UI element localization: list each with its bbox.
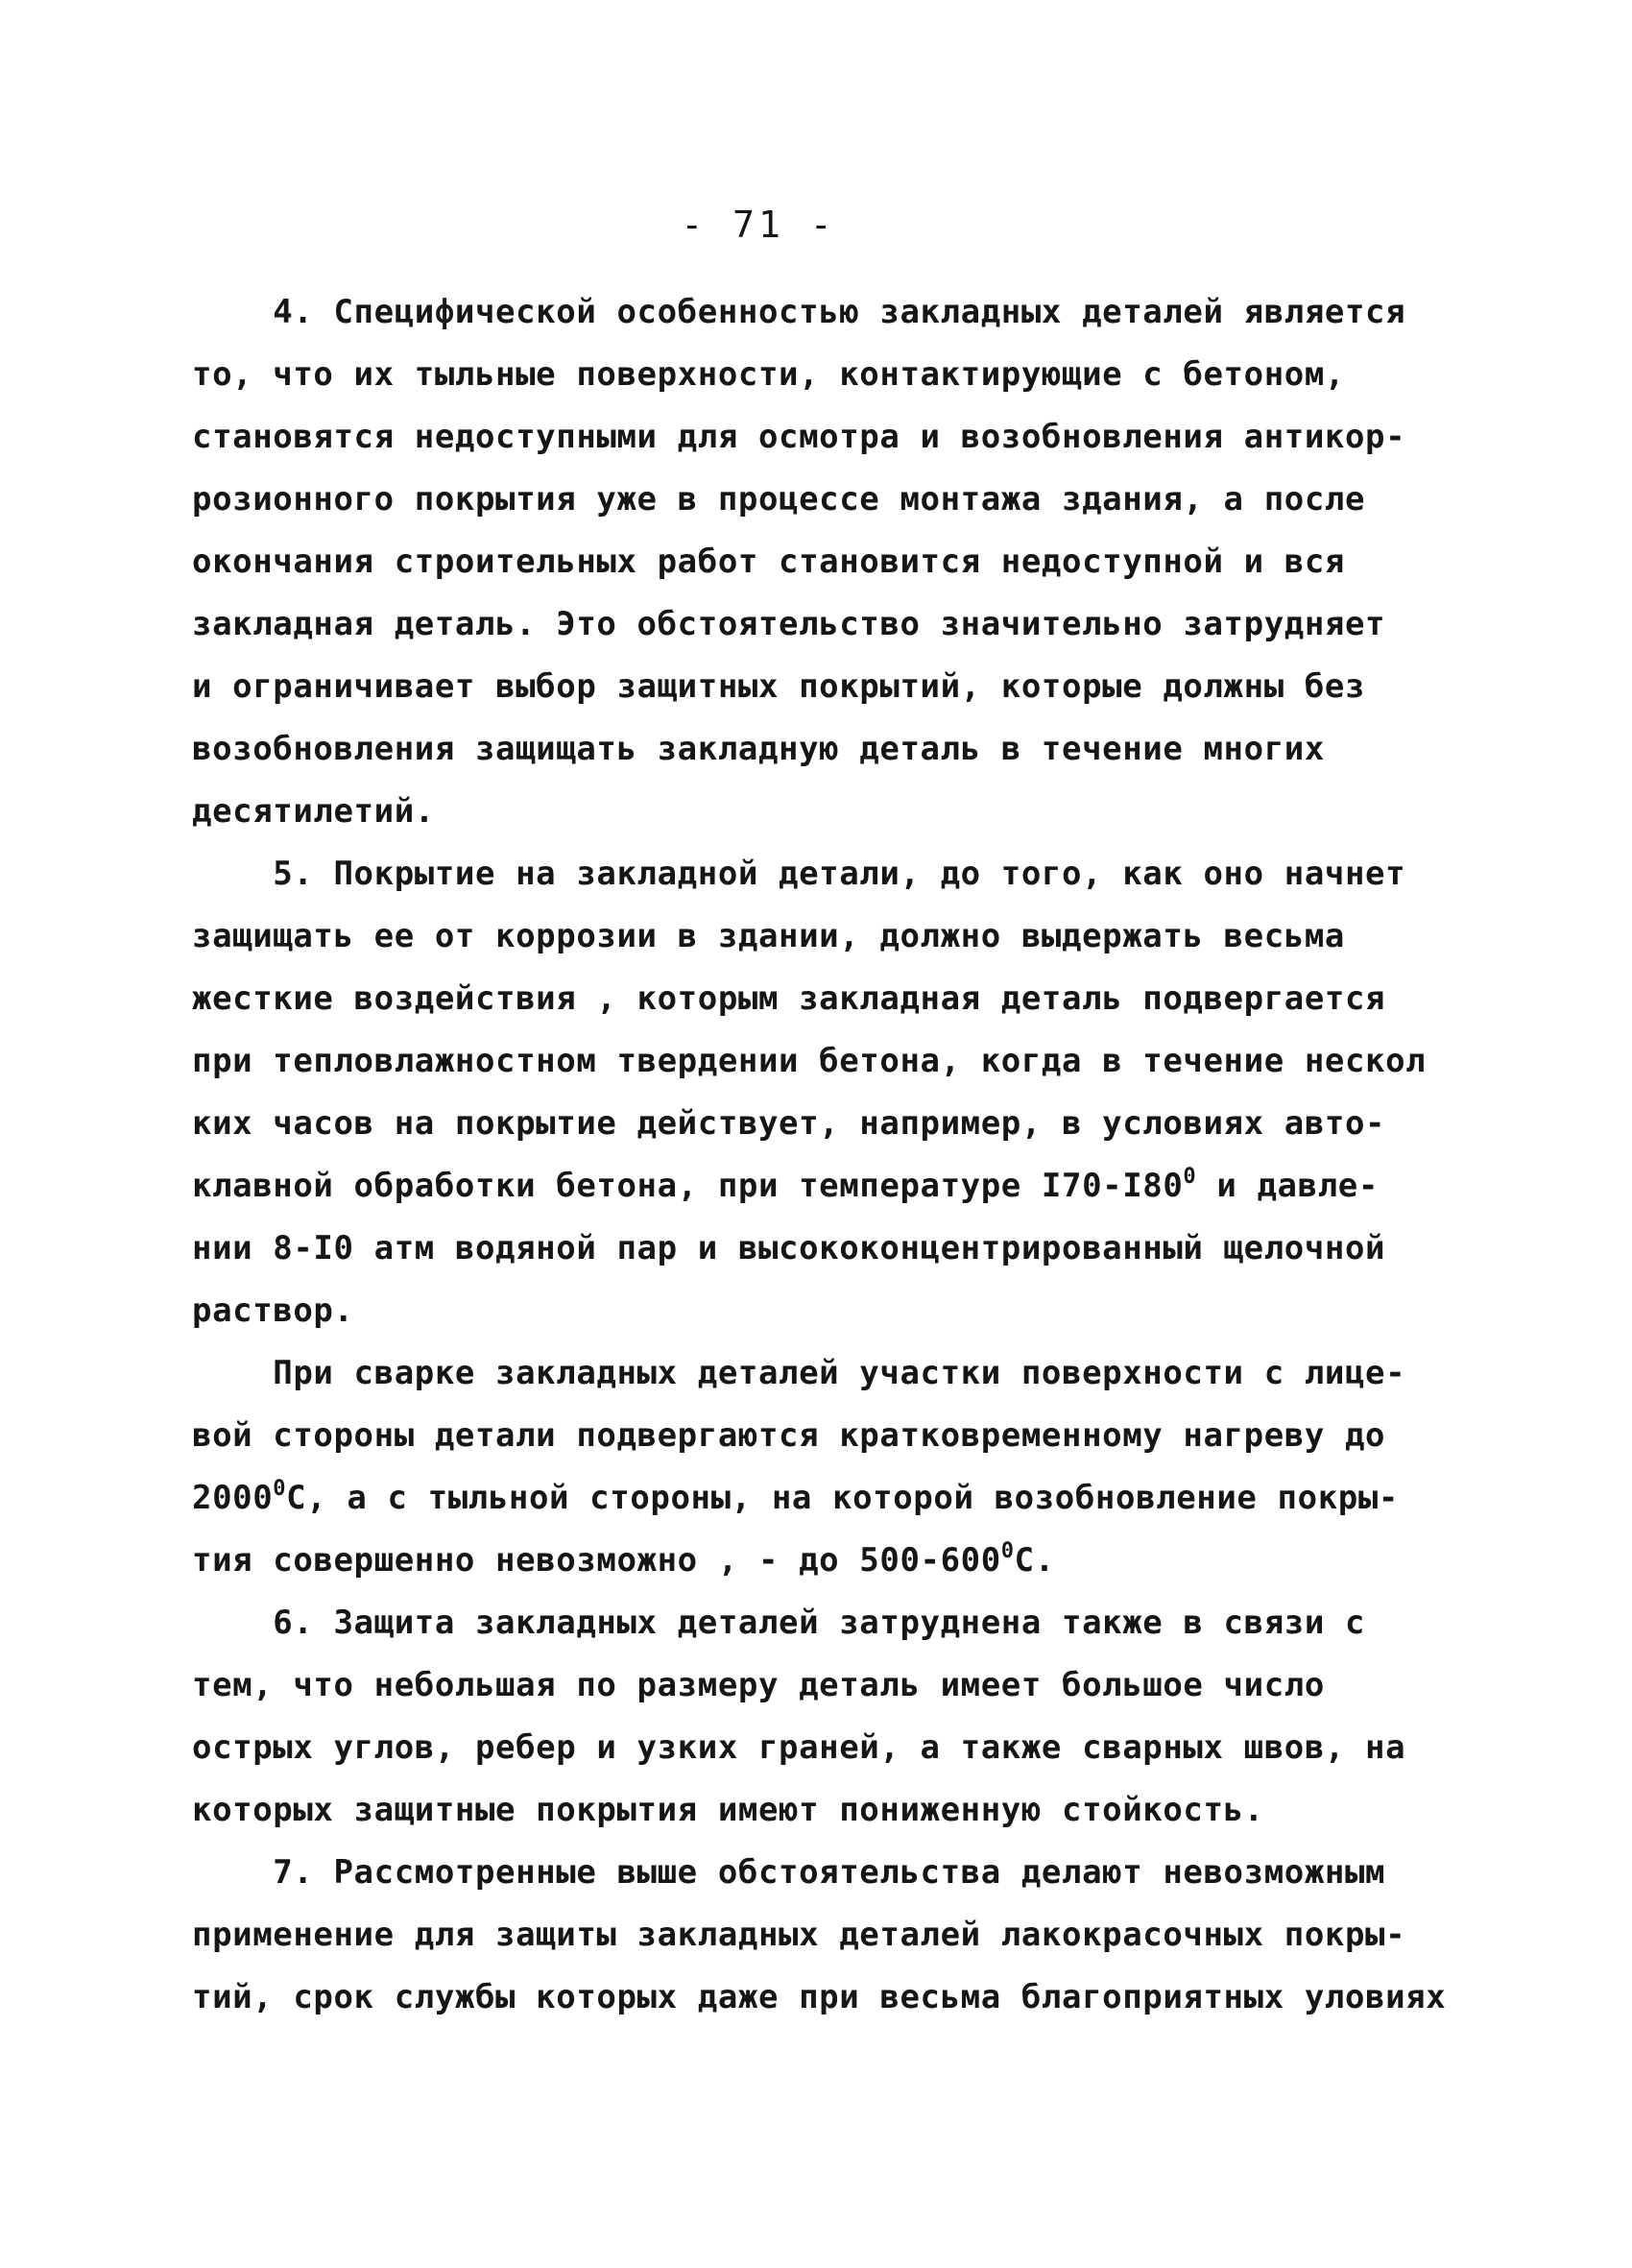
text-segment: С. [1014, 1541, 1055, 1580]
superscript: 0 [273, 1477, 287, 1501]
superscript: 0 [1183, 1165, 1197, 1189]
text-line: раствор. [192, 1291, 354, 1330]
text-line: и ограничивает выбор защитных покрытий, которые должны без [192, 667, 1366, 706]
text-segment: клавной обработки бетона, при температуре I70-I80 [192, 1167, 1184, 1205]
text-line: 6. Защита закладных деталей затруднена также в связи с [192, 1604, 1366, 1642]
text-line: применение для защиты закладных деталей лакокрасочных покры- [192, 1916, 1406, 1954]
text-line: тем, что небольшая по размеру деталь имеет большое число [192, 1666, 1325, 1704]
text-line: 7. Рассмотренные выше обстоятельства делают невозможным [192, 1853, 1386, 1892]
text-line: вой стороны детали подвергаются кратковременному нагреву до [192, 1416, 1386, 1455]
text-line: При сварке закладных деталей участки поверхности с лице- [192, 1354, 1406, 1392]
text-line: розионного покрытия уже в процессе монтажа здания, а после [192, 480, 1366, 519]
text-line: тий, срок службы которых даже при весьма благоприятных уловиях [192, 1978, 1447, 2016]
text-line-with-superscript [192, 1479, 1399, 1517]
text-line-with-superscript [192, 1541, 1055, 1580]
text-line: 5. Покрытие на закладной детали, до того, как оно начнет [192, 855, 1406, 893]
text-line: жесткие воздействия , которым закладная деталь подвергается [192, 979, 1386, 1018]
text-line-with-superscript [192, 1167, 1379, 1205]
superscript: 0 [1000, 1539, 1015, 1563]
text-line: возобновления защищать закладную деталь в течение многих [192, 730, 1325, 768]
text-line: защищать ее от коррозии в здании, должно выдержать весьма [192, 917, 1345, 955]
text-segment: и давле- [1196, 1167, 1379, 1205]
text-line: становятся недоступными для осмотра и возобновления антикор- [192, 418, 1406, 456]
text-line: острых углов, ребер и узких граней, а также сварных швов, на [192, 1728, 1406, 1767]
text-line: то, что их тыльные поверхности, контактирующие с бетоном, [192, 355, 1345, 394]
text-line: окончания строительных работ становится недоступной и вся [192, 543, 1345, 581]
text-line: нии 8-I0 атм водяной пар и высококонцентрированный щелочной [192, 1229, 1386, 1267]
text-line: ких часов на покрытие действует, например, в условиях авто- [192, 1104, 1386, 1143]
text-segment: 2000 [192, 1479, 274, 1517]
text-line: 4. Специфической особенностью закладных деталей является [192, 293, 1406, 331]
text-line: закладная деталь. Это обстоятельство значительно затрудняет [192, 605, 1386, 643]
text-segment: тия совершенно невозможно , - до 500-600 [192, 1541, 1001, 1580]
text-line: десятилетий. [192, 792, 435, 831]
text-segment: С, а с тыльной стороны, на которой возобновление покры- [286, 1479, 1399, 1517]
page-number: - 71 - [681, 204, 836, 246]
text-line: которых защитные покрытия имеют пониженную стойкость. [192, 1791, 1264, 1829]
text-line: при тепловлажностном твердении бетона, когда в течение нескол [192, 1042, 1427, 1080]
